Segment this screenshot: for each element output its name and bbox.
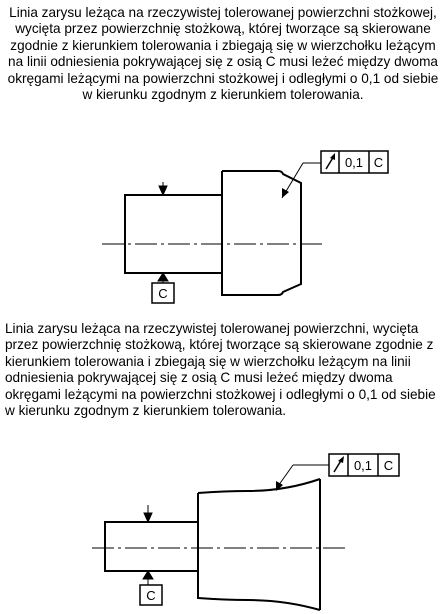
shaft-outline <box>105 522 198 571</box>
tolerance-value: 0,1 <box>344 155 364 170</box>
datum-reference: C <box>373 155 384 170</box>
figure-1-conical-drawing <box>0 145 445 315</box>
figure-2-curved-drawing <box>0 445 445 614</box>
body-outline <box>198 479 320 610</box>
feature-control-frame <box>329 454 399 476</box>
shaft-outline <box>125 195 222 273</box>
datum-label: C <box>158 286 168 301</box>
feature-control-frame <box>321 151 388 173</box>
datum-reference: C <box>383 458 394 473</box>
body-outline <box>222 171 301 295</box>
tolerance-value: 0,1 <box>353 458 373 473</box>
datum-label: C <box>146 588 156 603</box>
paragraph-2: Linia zarysu leżąca na rzeczywistej tolerowanej powierzchni, wycięta przez powierzchnię stożkową, której tworzące są skierowane zgodnie z kierunkiem tolerowania i zbiegają się w wierzchołku leżącym na linii odniesienia pokrywającej się z osią C musi leżeć między dwoma okręgami leżącymi na powierzchni stożkowej i odległymi o 0,1 od siebie w kierunku zgodnym z kierunkiem tolerowania. <box>5 321 436 419</box>
paragraph-1: Linia zarysu leżąca na rzeczywistej tolerowanej powierzchni stożkowej, wycięta przez powierzchnię stożkową, której tworzące są skierowane zgodnie z kierunkiem tolerowania i zbiegają się w wierzchołku leżącym na linii odniesienia pokrywającej się z osią C musi leżeć między dwoma okręgami leżącymi na powierzchni stożkowej i odległymi o 0,1 od siebie w kierunku zgodnym z kierunkiem tolerowania. <box>7 5 439 103</box>
